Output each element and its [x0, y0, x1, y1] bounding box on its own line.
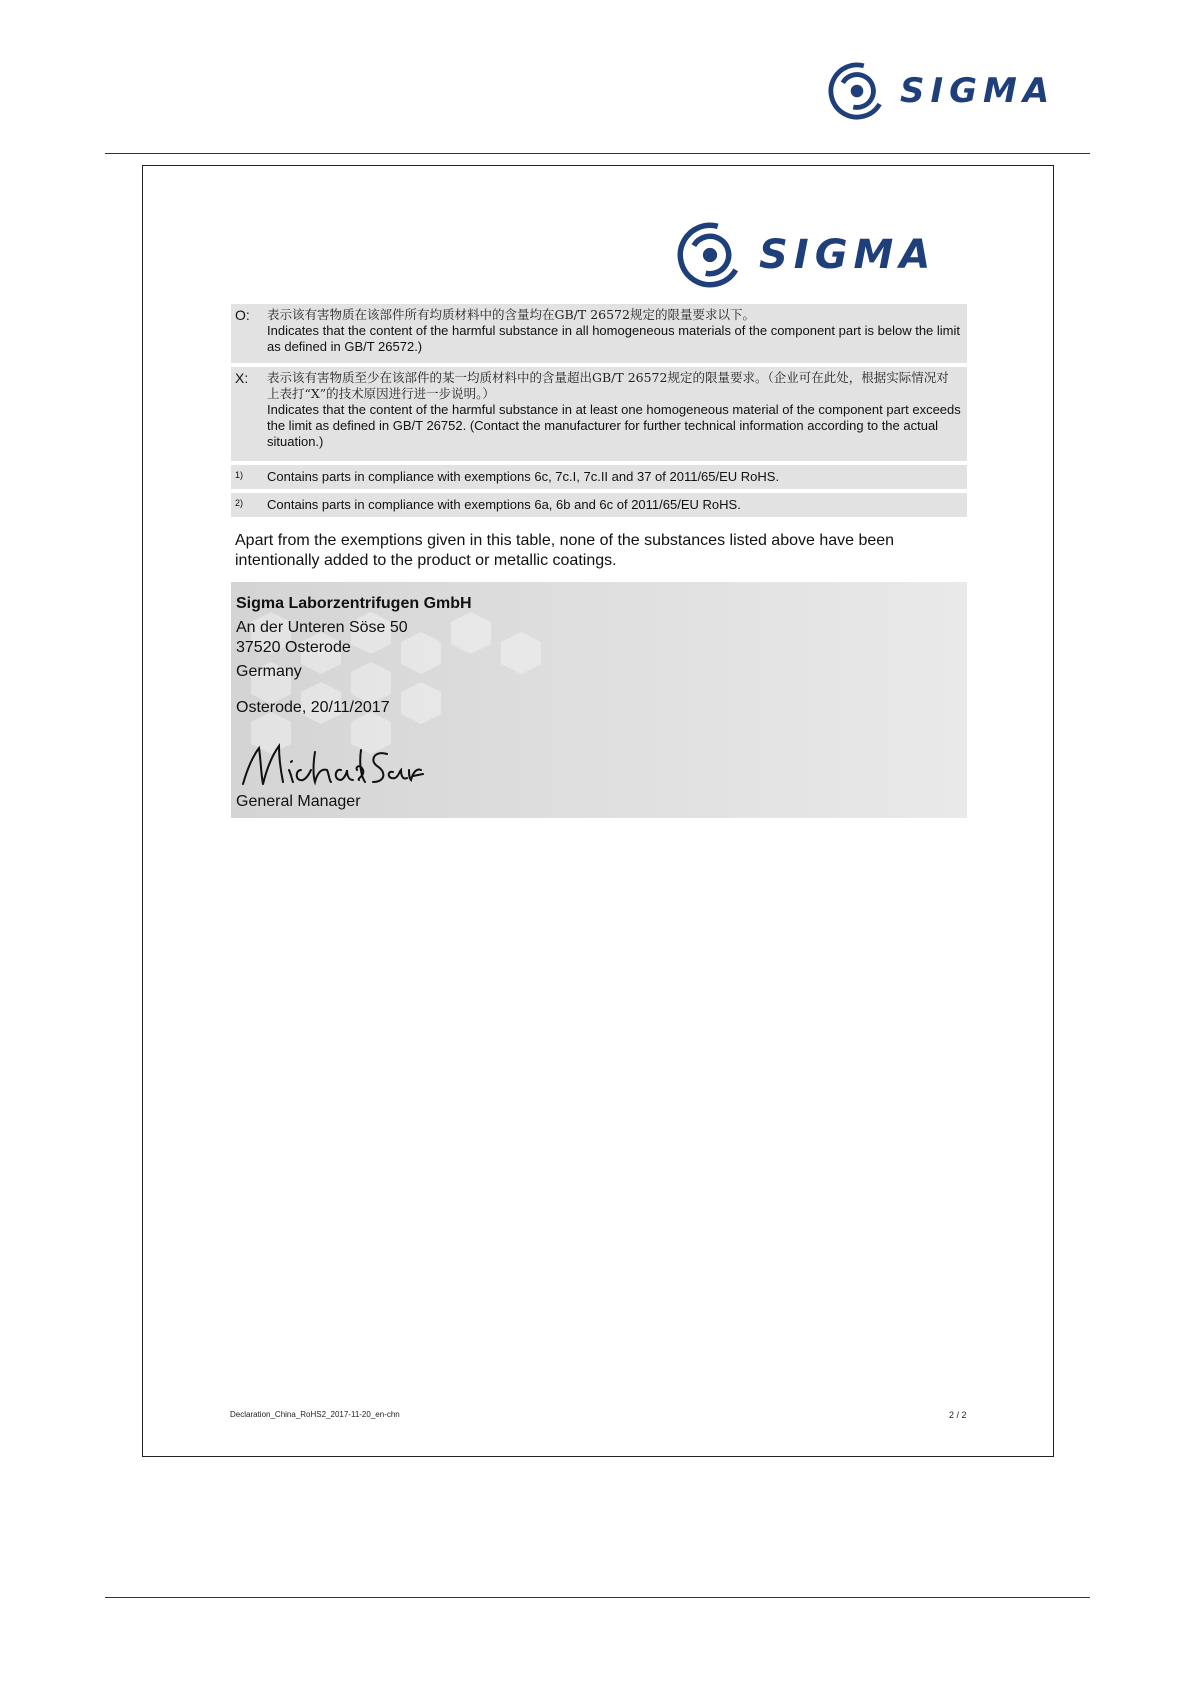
- legend-table: [231, 304, 967, 521]
- document-logo: [677, 222, 936, 288]
- legend-symbol: X:: [235, 370, 249, 386]
- sigma-swirl-icon: [677, 222, 743, 288]
- place-and-date: Osterode, 20/11/2017: [236, 699, 390, 716]
- document-filename: Declaration_China_RoHS2_2017-11-20_en-chn: [230, 1410, 400, 1419]
- legend-text-english: Contains parts in compliance with exemptions 6a, 6b and 6c of 2011/65/EU RoHS.: [267, 497, 741, 512]
- legend-symbol: O:: [235, 307, 250, 323]
- sigma-swirl-icon: [828, 62, 886, 120]
- company-street: An der Unteren Söse 50: [236, 619, 408, 636]
- footnote-marker: 1): [235, 470, 244, 480]
- document-brand-name: SIGMA: [759, 232, 937, 278]
- company-signature-block: [231, 582, 967, 818]
- legend-row-footnote-2: [231, 493, 967, 517]
- legend-row-footnote-1: [231, 465, 967, 489]
- company-country: Germany: [236, 663, 302, 680]
- legend-row-o: [231, 304, 967, 363]
- header-brand-name: SIGMA: [900, 71, 1056, 111]
- legend-text: [267, 370, 961, 457]
- legend-text-english: Contains parts in compliance with exemptions 6c, 7c.I, 7c.II and 37 of 2011/65/EU RoHS.: [267, 469, 780, 484]
- company-name: Sigma Laborzentrifugen GmbH: [236, 595, 472, 612]
- header-divider: [105, 153, 1090, 154]
- legend-text: [267, 307, 961, 359]
- footnote-marker: 2): [235, 498, 244, 508]
- handwritten-signature: [237, 740, 427, 790]
- legend-text-chinese: 表示该有害物质在该部件所有均质材料中的含量均在GB/T 26572规定的限量要求以下。: [267, 307, 755, 322]
- footer-divider: [105, 1597, 1090, 1598]
- signatory-role: General Manager: [236, 793, 361, 810]
- exemption-statement: Apart from the exemptions given in this table, none of the substances listed above have been intentionally added to the product or metallic coatings.: [235, 532, 895, 569]
- legend-row-x: [231, 367, 967, 461]
- legend-text-english: Indicates that the content of the harmful substance in all homogeneous materials of the component part is below the limit as defined in GB/T 26572.): [267, 323, 961, 354]
- company-city: 37520 Osterode: [236, 639, 351, 656]
- header-logo: [828, 62, 1055, 120]
- legend-text-english: Indicates that the content of the harmful substance in at least one homogeneous material of the component part exceeds the limit as defined in GB/T 26752. (Contact the manufacturer for further technical information according to the actual situation.): [267, 402, 961, 449]
- legend-text-chinese: 表示该有害物质至少在该部件的某一均质材料中的含量超出GB/T 26572规定的限量要求。（企业可在此处，根据实际情况对上表打“X”的技术原因进行进一步说明。）: [267, 370, 949, 401]
- page-number: 2 / 2: [949, 1410, 967, 1420]
